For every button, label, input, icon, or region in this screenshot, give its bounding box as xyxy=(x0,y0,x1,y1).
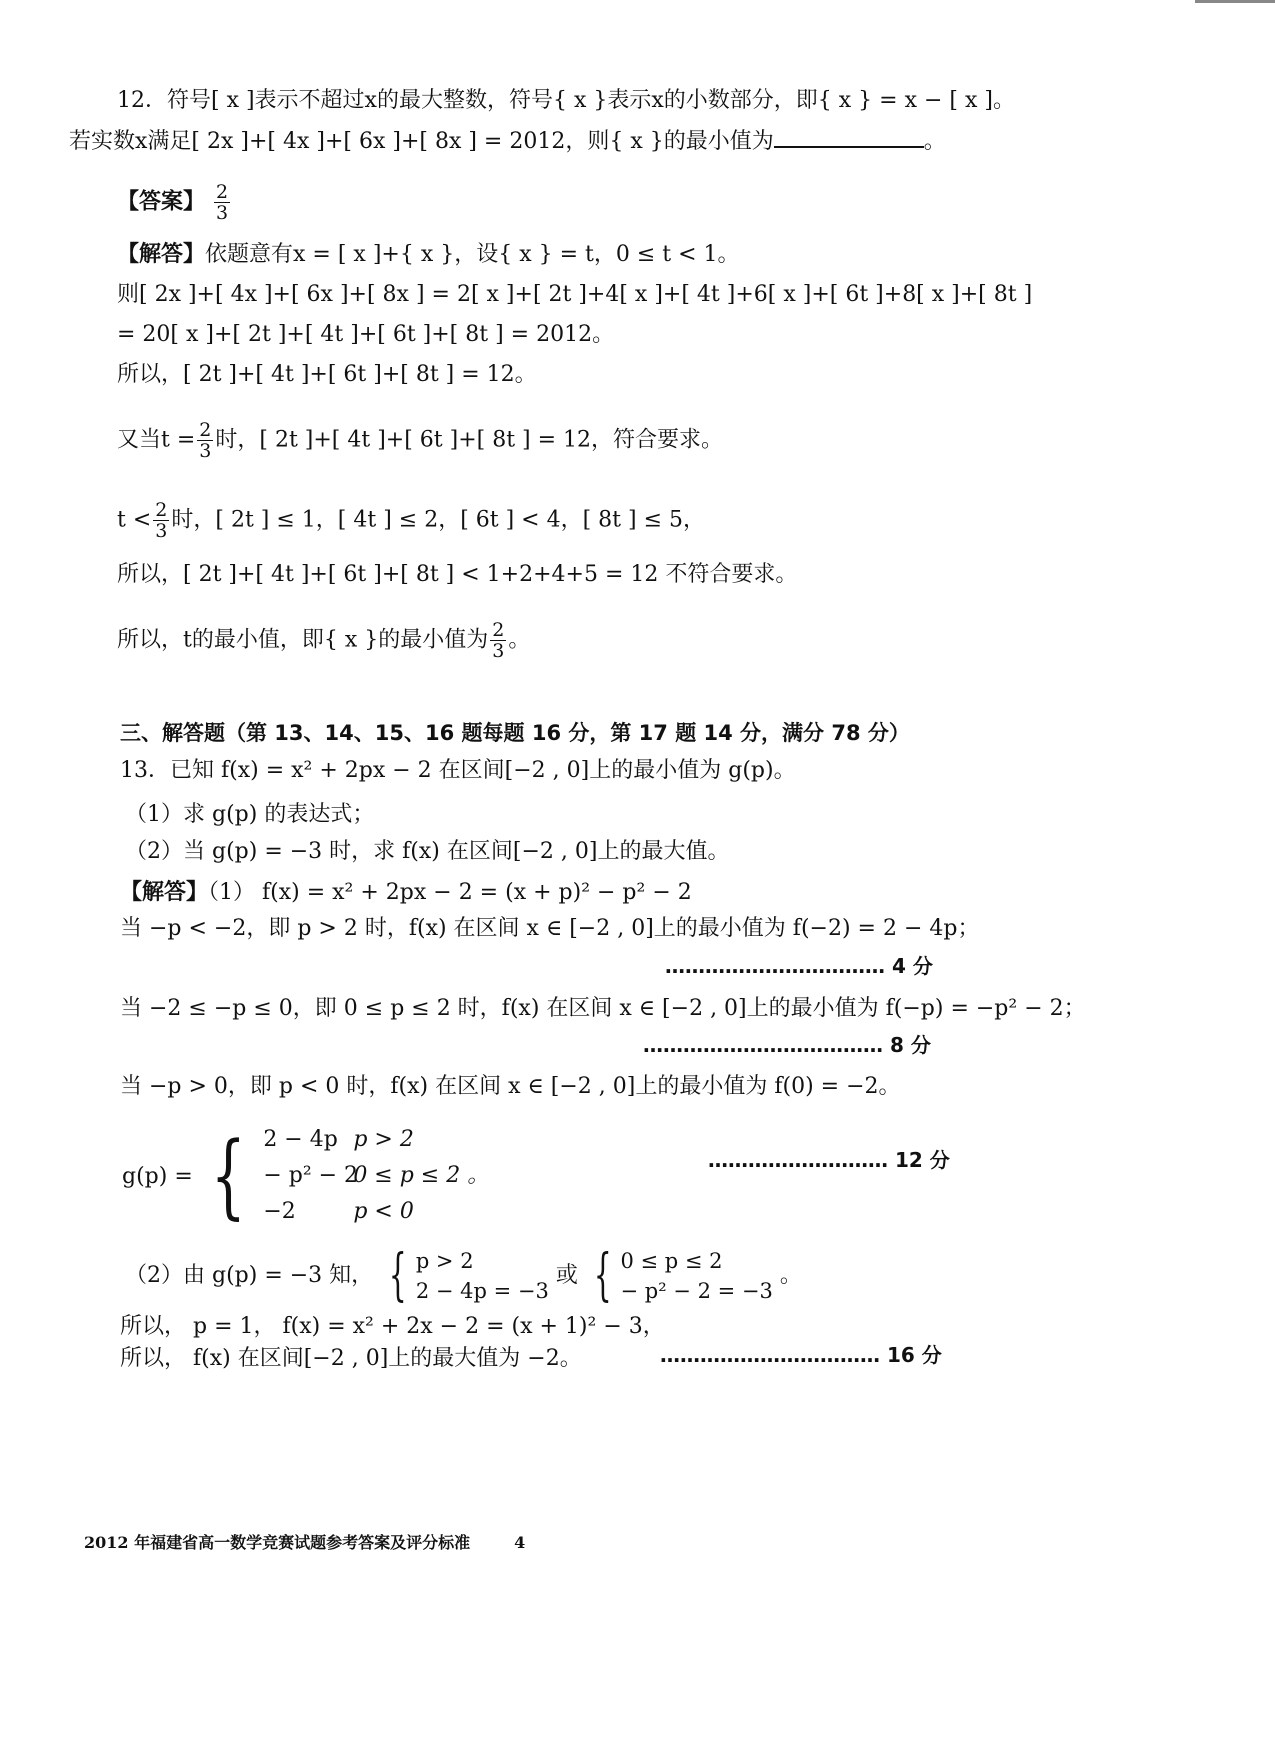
fraction xyxy=(153,500,169,541)
answer-row xyxy=(117,182,232,223)
q13-part2: （2）当 g(p) = −3 时，求 f(x) 在区间[−2 , 0]上的最大值。 xyxy=(125,839,730,864)
q13-sol7: 所以， f(x) 在区间[−2 , 0]上的最大值为 −2。 xyxy=(120,1346,582,1371)
cases xyxy=(263,1122,489,1230)
sol-line2: 则[ 2x ]+[ 4x ]+[ 6x ]+[ 8x ] = 2[ x ]+[ 2t ]+4[ x ]+[ 4t ]+6[ x ]+[ 6t ]+8[ x ]+[ 8t ] xyxy=(117,282,1033,307)
g-piecewise xyxy=(122,1122,489,1230)
sol-line3: = 20[ x ]+[ 2t ]+[ 4t ]+[ 6t ]+[ 8t ] = 2012。 xyxy=(117,322,615,347)
frac-num: 2 xyxy=(199,419,212,441)
q13-sol4: 当 −p > 0，即 p < 0 时，f(x) 在区间 x ∈ [−2 , 0]上的最小值为 f(0) = −2。 xyxy=(120,1074,901,1099)
answer-label: 【答案】 xyxy=(117,189,206,215)
sys-row: 2 − 4p = −3 xyxy=(415,1279,549,1303)
frac-den: 3 xyxy=(492,640,505,662)
q12-line2 xyxy=(69,126,946,157)
system-a xyxy=(380,1243,549,1308)
sol6-post: 时，[ 2t ] ≤ 1，[ 4t ] ≤ 2，[ 6t ] < 4，[ 8t ] ≤ 5， xyxy=(171,507,706,533)
case-expr: 2 − 4p xyxy=(263,1127,338,1152)
frac-num: 2 xyxy=(492,619,505,641)
sol-line8 xyxy=(117,620,530,661)
sol8-pre: 所以，t的最小值，即{ x }的最小值为 xyxy=(117,627,489,653)
sol5-pre: 又当t = xyxy=(117,427,196,453)
case-cond: p > 2 xyxy=(353,1127,414,1152)
section-heading: 三、解答题（第 13、14、15、16 题每题 16 分，第 17 题 14 分，满分 78 分） xyxy=(120,721,910,745)
sys-row: 0 ≤ p ≤ 2 xyxy=(620,1249,723,1273)
q13-sol3: 当 −2 ≤ −p ≤ 0，即 0 ≤ p ≤ 2 时，f(x) 在区间 x ∈ [−2 , 0]上的最小值为 f(−p) = −p² − 2； xyxy=(120,996,1086,1021)
page-number: 4 xyxy=(514,1533,526,1552)
sys-row: − p² − 2 = −3 xyxy=(620,1279,773,1303)
sol8-post: 。 xyxy=(508,627,531,653)
frac-den: 3 xyxy=(155,520,168,542)
s5-post: 。 xyxy=(779,1263,802,1288)
fraction xyxy=(490,620,506,661)
s1-text: （1） f(x) = x² + 2px − 2 = (x + p)² − p² − 2 xyxy=(208,880,692,905)
case-expr: −2 xyxy=(263,1199,296,1224)
q13-part1: （1）求 g(p) 的表达式； xyxy=(125,802,375,827)
frac-den: 3 xyxy=(199,440,212,462)
q12-line2-text: 若实数x满足[ 2x ]+[ 4x ]+[ 6x ]+[ 8x ] = 2012，则{ x }的最小值为 xyxy=(69,129,774,154)
footer-title: 2012 年福建省高一数学竞赛试题参考答案及评分标准 xyxy=(84,1533,471,1552)
q13-sol1 xyxy=(120,878,692,908)
g-label: g(p) = xyxy=(122,1163,193,1189)
solution-label: 【解答】 xyxy=(117,242,206,267)
sol1-text: 依题意有x = [ x ]+{ x }，设{ x } = t，0 ≤ t < 1。 xyxy=(205,242,740,267)
footer xyxy=(84,1528,525,1558)
brace: { xyxy=(389,1243,407,1308)
frac-num: 2 xyxy=(216,181,229,203)
left-brace: { xyxy=(210,1122,246,1229)
s5-pre: （2）由 g(p) = −3 知， xyxy=(125,1263,374,1288)
sol-line7: 所以，[ 2t ]+[ 4t ]+[ 6t ]+[ 8t ] < 1+2+4+5 = 12 不符合要求。 xyxy=(117,562,798,587)
case-row xyxy=(263,1158,489,1194)
sol-line4: 所以，[ 2t ]+[ 4t ]+[ 6t ]+[ 8t ] = 12。 xyxy=(117,362,537,387)
case-row xyxy=(263,1122,489,1158)
sol-line5 xyxy=(117,420,723,461)
q12-line2-end: 。 xyxy=(923,129,946,154)
sys-row: p > 2 xyxy=(415,1249,474,1273)
mark-12: ……………………… 12 分 xyxy=(708,1148,950,1172)
case-expr: − p² − 2 xyxy=(263,1163,359,1188)
mark-8: ……………………………… 8 分 xyxy=(643,1033,931,1057)
sol5-post: 时，[ 2t ]+[ 4t ]+[ 6t ]+[ 8t ] = 12，符合要求。 xyxy=(215,427,724,453)
case-cond: p < 0 xyxy=(353,1199,414,1224)
scan-edge-mark xyxy=(1195,0,1275,3)
q13-sol2: 当 −p < −2，即 p > 2 时，f(x) 在区间 x ∈ [−2 , 0]上的最小值为 f(−2) = 2 − 4p； xyxy=(120,916,980,941)
mark-4: …………………………… 4 分 xyxy=(665,954,933,978)
answer-fraction xyxy=(214,182,230,223)
solution-label: 【解答】 xyxy=(120,880,209,905)
q12-line1: 12．符号[ x ]表示不超过x的最大整数，符号{ x }表示x的小数部分，即{ x } = x − [ x ]。 xyxy=(117,88,1015,113)
brace: { xyxy=(593,1243,612,1308)
fraction xyxy=(197,420,213,461)
q13-part2-sol xyxy=(125,1244,802,1308)
frac-den: 3 xyxy=(216,202,229,224)
q13-sol6: 所以， p = 1， f(x) = x² + 2x − 2 = (x + 1)² − 3， xyxy=(120,1314,665,1339)
sol-line6 xyxy=(117,500,705,541)
sol-line1 xyxy=(117,240,740,270)
case-row xyxy=(263,1194,489,1230)
sol6-pre: t < xyxy=(117,507,152,533)
or-text: 或 xyxy=(555,1263,578,1288)
system-b xyxy=(585,1243,773,1308)
frac-num: 2 xyxy=(155,499,168,521)
case-cond: 0 ≤ p ≤ 2 。 xyxy=(353,1163,490,1188)
q13-statement: 13．已知 f(x) = x² + 2px − 2 在区间[−2 , 0]上的最小值为 g(p)。 xyxy=(120,758,796,783)
answer-blank xyxy=(774,126,924,148)
mark-16: …………………………… 16 分 xyxy=(660,1343,942,1367)
